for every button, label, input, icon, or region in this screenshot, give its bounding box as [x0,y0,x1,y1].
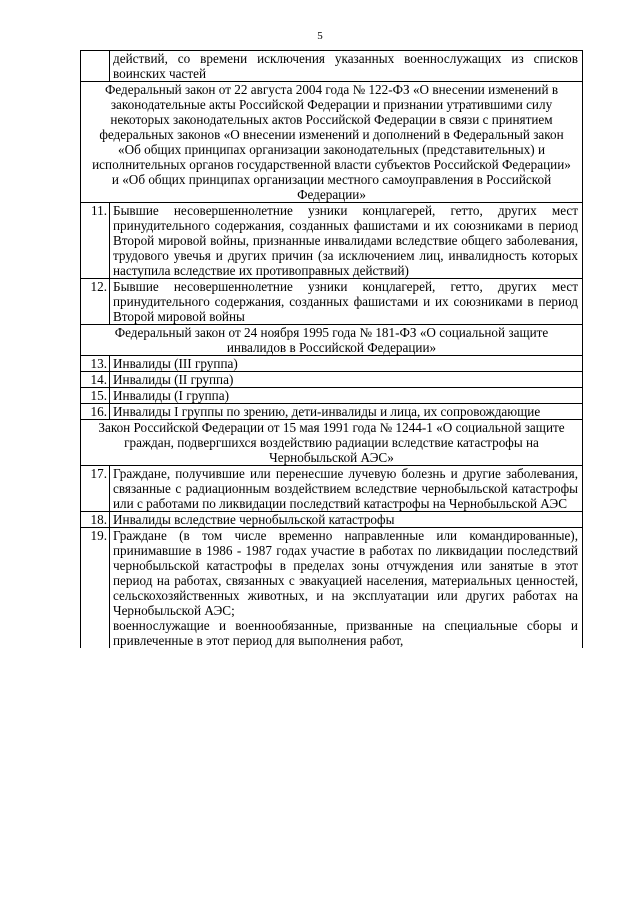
table-row [81,372,583,388]
row-text: Бывшие несовершеннолетние узники концлагерей, гетто, других мест принудительного содержания, созданных фашистами и их союзниками в период Второй мировой войны, признанные инвалидами вследствие общего заболевания, трудового увечья и других причин (за исключением лиц, инвалидность которых наступила вследствие их противоправных действий) [110,203,583,279]
row-text: Инвалиды вследствие чернобыльской катастрофы [110,512,583,528]
law-title-122-fz: Федеральный закон от 22 августа 2004 года № 122-ФЗ «О внесении изменений в законодательные акты Российской Федерации и признании утратившими силу некоторых законодательных актов Российской Федерации в связи с принятием федеральных законов «О внесении изменений и дополнений в Федеральный закон «Об общих принципах организации законодательных (представительных) и исполнительных органов государственной власти субъектов Российской Федерации» и «Об общих принципах организации местного самоуправления в Российской Федерации» [81,82,583,203]
table-row [81,279,583,325]
row-text: Инвалиды (III группа) [110,356,583,372]
row-text: действий, со времени исключения указанных военнослужащих из списков воинских частей [110,51,583,82]
law-header-row [81,420,583,466]
table-row [81,512,583,528]
table-row [81,51,583,82]
table-row [81,466,583,512]
law-header-row [81,82,583,203]
row-number: 13. [81,356,110,372]
law-header-row [81,325,583,356]
table-row [81,356,583,372]
page-number: 5 [317,30,323,42]
row-number: 15. [81,388,110,404]
row-number: 11. [81,203,110,279]
row-paragraph: военнослужащие и военнообязанные, призванные на специальные сборы и привлеченные в этот период для выполнения работ, [113,618,578,648]
law-title-1244-1: Закон Российской Федерации от 15 мая 1991 года № 1244-1 «О социальной защите граждан, подвергшихся воздействию радиации вследствие катастрофы на Чернобыльской АЭС» [81,420,583,466]
table-row [81,388,583,404]
row-text: Инвалиды I группы по зрению, дети-инвалиды и лица, их сопровождающие [110,404,583,420]
row-text: Инвалиды (I группа) [110,388,583,404]
row-text: Инвалиды (II группа) [110,372,583,388]
table-row [81,203,583,279]
table-row [81,528,583,649]
row-number: 18. [81,512,110,528]
row-text: Граждане, получившие или перенесшие лучевую болезнь и другие заболевания, связанные с радиационным воздействием вследствие чернобыльской катастрофы или с работами по ликвидации последствий катастрофы на Чернобыльской АЭС [110,466,583,512]
row-paragraph: Граждане (в том числе временно направленные или командированные), принимавшие в 1986 - 1987 годах участие в работах по ликвидации последствий чернобыльской катастрофы в пределах зоны отчуждения или занятые в этот период на работах, связанных с эвакуацией населения, материальных ценностей, сельскохозяйственных животных, и на эксплуатации или других работах на Чернобыльской АЭС; [113,528,578,618]
law-title-181-fz: Федеральный закон от 24 ноября 1995 года № 181-ФЗ «О социальной защите инвалидов в Российской Федерации» [81,325,583,356]
row-number: 17. [81,466,110,512]
table-row [81,404,583,420]
row-number [81,51,110,82]
row-text [110,528,583,649]
row-number: 14. [81,372,110,388]
row-number: 19. [81,528,110,649]
row-number: 12. [81,279,110,325]
row-text: Бывшие несовершеннолетние узники концлагерей, гетто, других мест принудительного содержания, созданных фашистами и их союзниками в период Второй мировой войны [110,279,583,325]
row-number: 16. [81,404,110,420]
benefits-table [80,50,583,648]
